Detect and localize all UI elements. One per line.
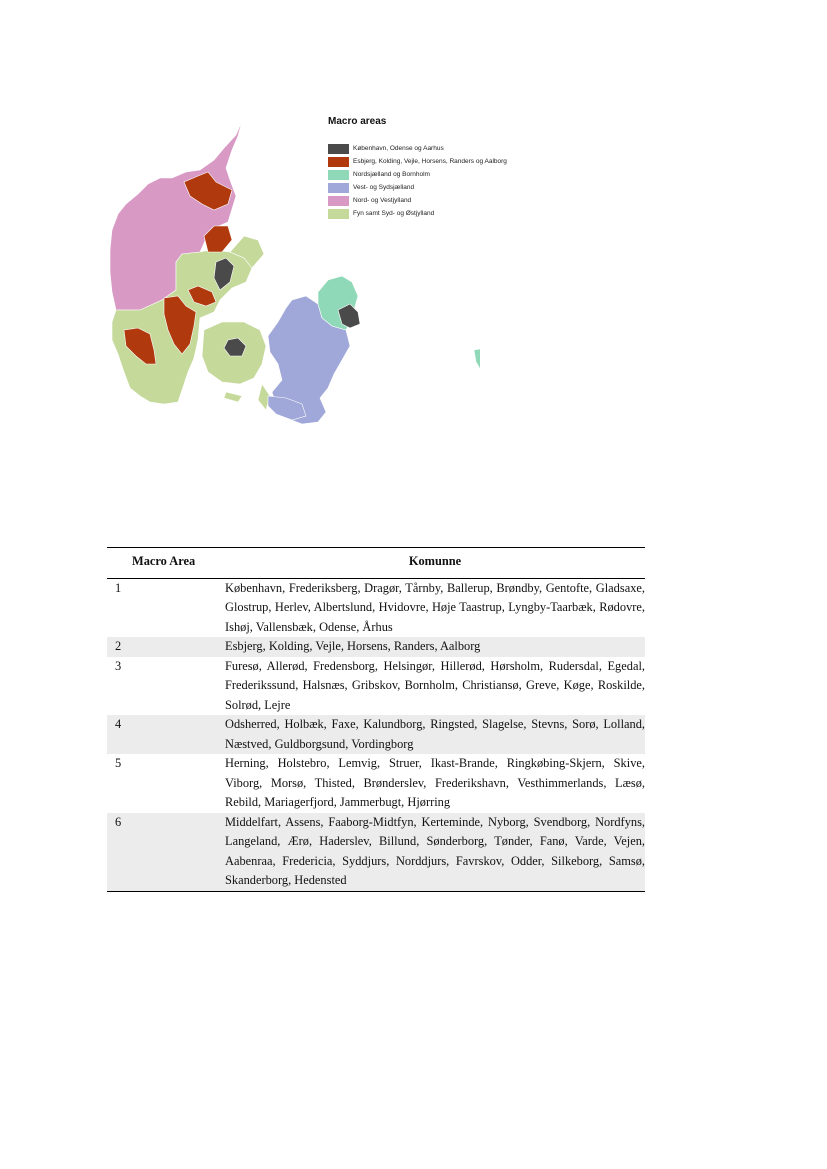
legend-label: Vest- og Sydsjælland (353, 184, 415, 191)
legend-item (328, 168, 507, 181)
legend-swatch (328, 157, 349, 167)
cell-area: 4 (107, 715, 225, 754)
legend-title: Macro areas (328, 116, 387, 127)
region-bornholm (474, 348, 480, 374)
cell-komunne: København, Frederiksberg, Dragør, Tårnby, Ballerup, Brøndby, Gentofte, Gladsaxe, Glostrup, Herlev, Albertslund, Hvidovre, Høje Taastrup, Lyngby-Taarbæk, Rødovre, Ishøj, Vallensbæk, Odense, Århus (225, 580, 645, 634)
cell-area: 1 (115, 580, 122, 595)
legend-label: København, Odense og Aarhus (353, 145, 444, 152)
legend-swatch (328, 170, 349, 180)
legend-swatch (328, 209, 349, 219)
legend-swatch (328, 196, 349, 206)
legend-item (328, 181, 507, 194)
map-legend (328, 116, 507, 220)
legend-label: Fyn samt Syd- og Østjylland (353, 210, 435, 217)
cell-komunne: Furesø, Allerød, Fredensborg, Helsingør, Hillerød, Hørsholm, Rudersdal, Egedal, Frederikssund, Halsnæs, Gribskov, Bornholm, Christiansø, Greve, Køge, Roskilde, Solrød, Lejre (225, 658, 645, 712)
legend-item (328, 207, 507, 220)
table-row (107, 813, 645, 892)
header-komunne: Komunne (225, 548, 645, 579)
legend-swatch (328, 183, 349, 193)
cell-area: 3 (115, 658, 122, 673)
legend-item (328, 194, 507, 207)
cell-komunne: Herning, Holstebro, Lemvig, Struer, Ikast-Brande, Ringkøbing-Skjern, Skive, Viborg, Morsø, Thisted, Brønderslev, Frederikshavn, Vesthimmerlands, Læsø, Rebild, Mariagerfjord, Jammerbugt, Hjørring (225, 756, 645, 809)
table-row (107, 637, 645, 657)
table-row (107, 715, 645, 754)
legend-label: Esbjerg, Kolding, Vejle, Horsens, Randers og Aalborg (353, 158, 507, 165)
macro-area-table (107, 547, 645, 892)
table-row (107, 578, 645, 637)
cell-komunne: Middelfart, Assens, Faaborg-Midtfyn, Kerteminde, Nyborg, Svendborg, Nordfyns, Langeland, Ærø, Haderslev, Billund, Sønderborg, Tønder, Fanø, Varde, Vejen, Aabenraa, Fredericia, Syddjurs, Norddjurs, Favrskov, Odder, Silkeborg, Samsø, Skanderborg, Hedensted (225, 813, 645, 892)
cell-area: 2 (107, 637, 225, 657)
legend-item (328, 142, 507, 155)
header-macro-area: Macro Area (107, 548, 225, 579)
legend-swatch (328, 144, 349, 154)
cell-area: 5 (115, 756, 122, 770)
cell-komunne: Odsherred, Holbæk, Faxe, Kalundborg, Ringsted, Slagelse, Stevns, Sorø, Lolland, Næstved, Guldborgsund, Vordingborg (225, 715, 645, 754)
cell-area: 6 (107, 813, 225, 892)
legend-label: Nordsjælland og Bornholm (353, 171, 430, 178)
legend-label: Nord- og Vestjylland (353, 197, 412, 204)
table-header-row (107, 548, 645, 579)
table-row (107, 754, 645, 813)
table-row (107, 657, 645, 716)
legend-item (328, 155, 507, 168)
cell-komunne: Esbjerg, Kolding, Vejle, Horsens, Randers, Aalborg (225, 637, 645, 657)
region-aero (224, 392, 242, 402)
